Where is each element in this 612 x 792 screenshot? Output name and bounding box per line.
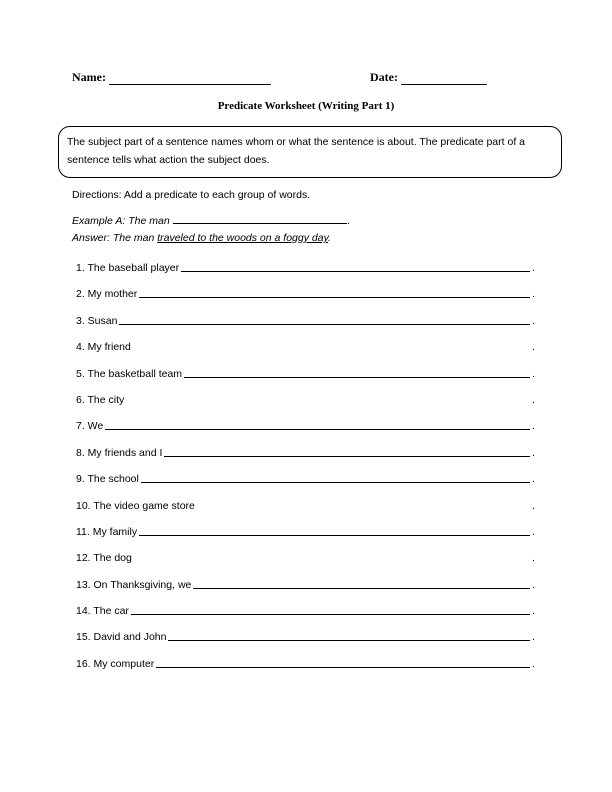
exercise-item <box>76 526 536 552</box>
answer-blank-line[interactable] <box>193 579 530 589</box>
answer-blank-line[interactable] <box>134 552 530 562</box>
exercise-period: . <box>532 393 535 406</box>
answer-blank-line[interactable] <box>156 658 530 668</box>
name-label: Name: <box>72 70 106 84</box>
exercise-prompt: 4. My friend <box>76 341 131 354</box>
exercise-item <box>76 447 536 473</box>
exercise-prompt: 12. The dog <box>76 552 132 565</box>
exercise-period: . <box>532 367 535 380</box>
exercise-prompt: 15. David and John <box>76 631 167 644</box>
answer-blank-line[interactable] <box>133 341 530 351</box>
exercise-item <box>76 631 536 657</box>
exercise-period: . <box>532 552 535 565</box>
exercise-prompt: 10. The video game store <box>76 499 195 512</box>
date-blank-line[interactable] <box>401 73 487 85</box>
exercise-period: . <box>532 657 535 670</box>
exercise-item <box>76 420 536 446</box>
example-block <box>72 213 351 247</box>
answer-blank-line[interactable] <box>141 473 530 483</box>
exercise-item <box>76 368 536 394</box>
exercise-period: . <box>532 314 535 327</box>
example-prompt-end: . <box>347 215 351 227</box>
exercise-prompt: 6. The city <box>76 393 125 406</box>
answer-blank-line[interactable] <box>131 605 530 615</box>
exercise-period: . <box>532 262 535 274</box>
exercise-item <box>76 658 536 684</box>
exercise-prompt: 14. The car <box>76 605 129 618</box>
answer-end: . <box>328 232 331 244</box>
exercise-period: . <box>532 578 535 591</box>
example-line <box>72 213 351 230</box>
answer-blank-line[interactable] <box>197 500 530 510</box>
exercise-prompt: 1. The baseball player <box>76 262 180 274</box>
exercise-prompt: 9. The school <box>76 473 139 486</box>
answer-blank-line[interactable] <box>105 420 530 430</box>
exercise-period: . <box>532 605 535 618</box>
answer-prefix: Answer: The man <box>72 232 158 244</box>
exercise-list <box>76 262 536 684</box>
exercise-period: . <box>532 631 535 644</box>
answer-blank-line[interactable] <box>184 368 530 378</box>
date-label: Date: <box>370 70 398 84</box>
date-field <box>370 70 487 85</box>
exercise-item <box>76 473 536 499</box>
directions-text: Directions: Add a predicate to each group of words. <box>72 189 311 201</box>
answer-blank-line[interactable] <box>139 526 530 536</box>
answer-blank-line[interactable] <box>164 447 530 457</box>
exercise-prompt: 13. On Thanksgiving, we <box>76 578 192 591</box>
worksheet-title: Predicate Worksheet (Writing Part 1) <box>217 100 395 112</box>
answer-blank-line[interactable] <box>119 315 530 325</box>
exercise-prompt: 11. My family <box>76 525 138 538</box>
exercise-period: . <box>532 288 535 301</box>
name-blank-line[interactable] <box>109 73 271 85</box>
exercise-prompt: 8. My friends and I <box>76 446 163 459</box>
exercise-item <box>76 579 536 605</box>
exercise-item <box>76 288 536 314</box>
exercise-prompt: 3. Susan <box>76 314 118 327</box>
exercise-item <box>76 394 536 420</box>
intro-box: The subject part of a sentence names whom or what the sentence is about. The predicate part of a sentence tells what action the subject does. <box>58 126 562 178</box>
exercise-prompt: 16. My computer <box>76 657 155 670</box>
exercise-period: . <box>532 473 535 486</box>
exercise-period: . <box>532 525 535 538</box>
example-blank-line <box>173 213 347 224</box>
worksheet-header <box>72 70 542 86</box>
exercise-item <box>76 315 536 341</box>
answer-blank-line[interactable] <box>168 631 530 641</box>
exercise-period: . <box>532 499 535 512</box>
answer-blank-line[interactable] <box>181 262 530 272</box>
exercise-period: . <box>532 446 535 459</box>
answer-line <box>72 230 351 247</box>
exercise-item <box>76 552 536 578</box>
exercise-period: . <box>532 341 535 354</box>
answer-blank-line[interactable] <box>126 394 530 404</box>
exercise-period: . <box>532 420 535 433</box>
exercise-item <box>76 605 536 631</box>
exercise-item <box>76 500 536 526</box>
exercise-item <box>76 262 536 288</box>
exercise-prompt: 5. The basketball team <box>76 367 183 380</box>
example-prompt: Example A: The man <box>72 215 170 227</box>
name-field <box>72 70 271 85</box>
exercise-prompt: 7. We <box>76 420 104 433</box>
exercise-prompt: 2. My mother <box>76 288 138 301</box>
exercise-item <box>76 341 536 367</box>
answer-underlined-text: traveled to the woods on a foggy day <box>157 232 329 244</box>
answer-blank-line[interactable] <box>139 288 530 298</box>
